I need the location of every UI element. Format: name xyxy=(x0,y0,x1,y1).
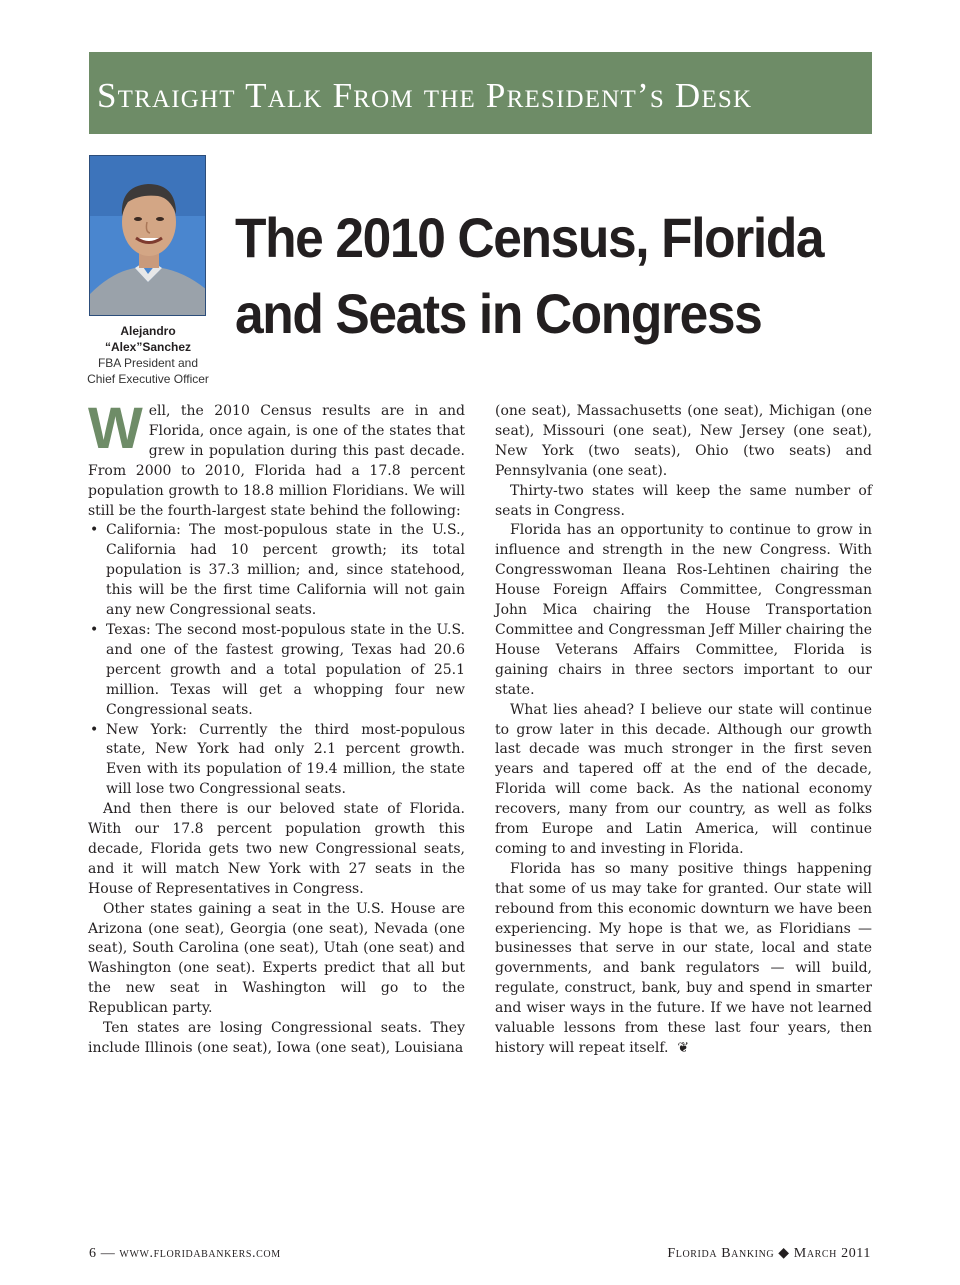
section-banner xyxy=(89,52,872,134)
paragraph-states-losing: Ten states are losing Congressional seats. They include Illinois (one seat), Iowa (one seat), Louisiana xyxy=(88,1020,465,1056)
intro-paragraph xyxy=(88,396,465,521)
footer-publication: Florida Banking ◆ March 2011 xyxy=(667,1246,871,1261)
author-caption xyxy=(84,323,212,387)
headline-line2: and Seats in Congress xyxy=(235,282,762,345)
article-column-right xyxy=(495,402,872,1059)
author-name-nickname: “Alex”Sanchez xyxy=(104,340,192,354)
paragraph-same-seats: Thirty-two states will keep the same number of seats in Congress. xyxy=(495,482,872,519)
bullet-texas: • Texas: The second most-populous state in the U.S. and one of the fastest growing, Texas had 20.6 percent growth and a total population of 25.1 million. Texas will get a whopping four new Congressional seats. xyxy=(88,621,465,721)
drop-cap: W xyxy=(88,396,143,461)
author-portrait-illustration xyxy=(90,156,206,316)
bullet-new-york: • New York: Currently the third most-populous state, New York had only 2.1 percent growth. Even with its population of 19.4 million, the state will lose two Congressional seats. xyxy=(88,721,465,801)
conclusion-text: Florida has so many positive things happening that some of us may take for granted. Our state will rebound from this economic downturn we have been experiencing. My hope is that we, as Floridians — businesses that serve in our state, local and state governments, and bank regulators — will build, regulate, construct, bank, buy and spend in smarter and wiser ways in the future. If we have not learned valuable lessons from these last four years, then history will repeat itself. xyxy=(495,860,872,1056)
intro-text: ell, the 2010 Census results are in and Florida, once again, is one of the states that grew in population during this past decade. From 2000 to 2010, Florida had a 17.8 percent population growth to 18.8 million Floridians. We will still be the fourth-largest state behind the following: xyxy=(88,403,465,519)
author-name-first: Alejandro xyxy=(120,324,176,338)
author-title-line2: Chief Executive Officer xyxy=(87,372,209,386)
section-title: Straight Talk From the President’s Desk xyxy=(97,76,753,115)
paragraph-what-lies-ahead: What lies ahead? I believe our state will continue to grow later in this decade. Although our growth last decade was much stronger in the first seven years and tapered off at the end of the decade, Florida will come back. As the national economy recovers, many from our country, as well as folks from Europe and Latin America, will continue coming to and investing in Florida. xyxy=(495,701,872,857)
state-bullet-list xyxy=(88,521,465,800)
article-headline xyxy=(235,200,875,352)
paragraph-states-losing-cont: (one seat), Massachusetts (one seat), Michigan (one seat), Missouri (one seat), New Jersey (one seat), New York (two seats), Ohio (two seats) and Pennsylvania (one seat). xyxy=(495,403,872,479)
author-photo xyxy=(89,155,206,316)
bullet-california: • California: The most-populous state in the U.S., California had 10 percent growth; its total population is 37.3 million; and, since statehood, this will be the first time California will not gain any new Congressional seats. xyxy=(88,521,465,621)
paragraph-opportunity: Florida has an opportunity to continue to grow in influence and strength in the new Congress. With Congresswoman Ileana Ros-Lehtinen chairing the House Foreign Affairs Committee, Congressman John Mica chairing the House Transportation Committee and Congressman Jeff Miller chairing the House Veterans Affairs Committee, Florida is gaining chairs in three sectors important to our state. xyxy=(495,522,872,698)
footer-page-url: 6 — www.floridabankers.com xyxy=(89,1246,281,1261)
article-column-left xyxy=(88,396,465,1059)
paragraph-conclusion xyxy=(495,860,872,1059)
author-title-line1: FBA President and xyxy=(97,356,199,370)
end-mark-icon: ❦ xyxy=(677,1040,690,1056)
headline-line1: The 2010 Census, Florida xyxy=(235,206,824,269)
paragraph-florida: And then there is our beloved state of Florida. With our 17.8 percent population growth this decade, Florida gets two new Congressional seats, and it will match New York with 27 seats in the House of Representatives in Congress. xyxy=(88,801,465,897)
paragraph-states-gaining: Other states gaining a seat in the U.S. House are Arizona (one seat), Georgia (one seat), Nevada (one seat), South Carolina (one seat), Utah (one seat) and Washington (one seat). Experts predict that all but the new seat in Washington will go to the Republican party. xyxy=(88,900,465,1017)
